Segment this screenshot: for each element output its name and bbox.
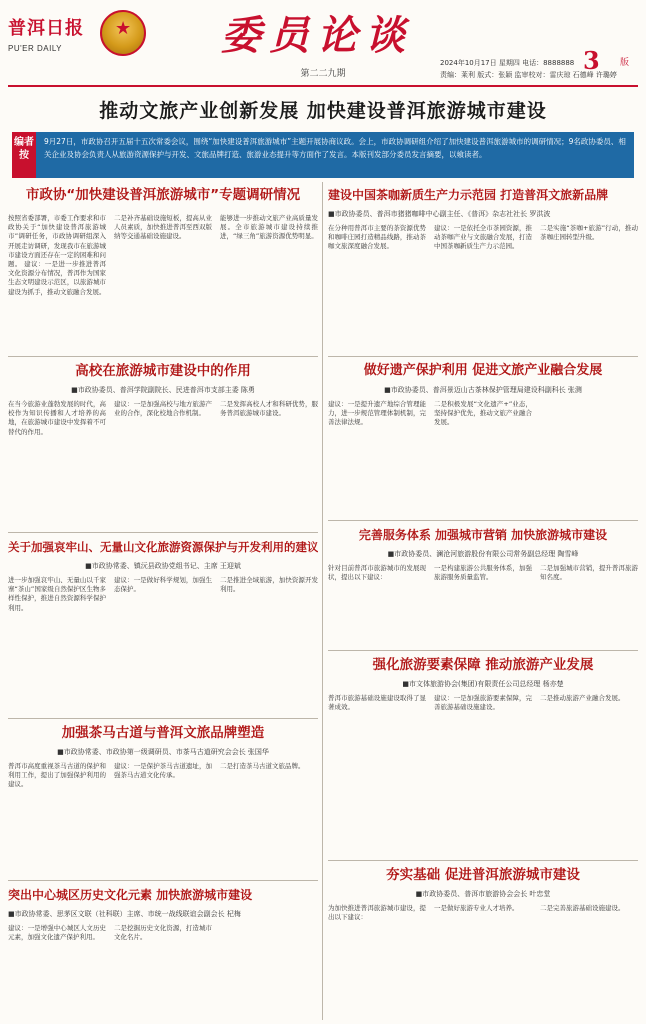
article-body-col: 建议：一是增强中心城区人文历史元素，加强文化遗产保护利用。 bbox=[8, 924, 106, 942]
article-ailao-wuliang bbox=[8, 536, 318, 716]
article-body-col: 按照省委部署，市委工作要求和市政协关于“加快建设普洱旅游城市”调研任务，市政协调研组深入开展走访调研，发现我市在旅游城市建设方面还存在一定的困难和问题。 建议：一是进一步推进普洱文化资源分布情况，普洱作为国家生态文明建设示范区，以旅游城市建设为抓手，推动文旅融合发展。 bbox=[8, 214, 106, 296]
page-label: 版 bbox=[620, 58, 630, 68]
row-divider bbox=[328, 650, 638, 651]
newspaper-logo bbox=[8, 14, 88, 74]
article-title: 做好遗产保护利用 促进文旅产业融合发展 bbox=[363, 363, 603, 378]
article-survey-report bbox=[8, 184, 318, 354]
editor-note-tag: 编者按 bbox=[12, 132, 36, 178]
article-body-col: 能够进一步推动文旅产业高质量发展。全市旅游城市建设持续推进，“绿三角”旅游资源优势明显。 bbox=[220, 214, 318, 241]
article-title: 强化旅游要素保障 推动旅游产业发展 bbox=[372, 657, 594, 673]
article-byline: ■市政协委员、普洱市旅游协会会长 叶忠堂 bbox=[415, 890, 551, 898]
article-body-col: 二是积极发展“文化遗产+”业态，坚持保护优先，推动文旅产业融合发展。 bbox=[434, 400, 532, 427]
article-body-col: 二是实施“茶咖+旅游”行动，推动茶咖庄园转型升级。 bbox=[540, 224, 638, 242]
article-byline: ■市政协常委、镇沅县政协党组书记、主席 王迎斌 bbox=[85, 562, 241, 570]
article-body-col: 建议：一是提升遗产地综合管理能力，进一步规范管理体制机制，完善法律法规。 bbox=[328, 400, 426, 427]
article-body-col: 二是发挥高校人才和科研优势，服务普洱旅游城市建设。 bbox=[220, 400, 318, 418]
article-body-col: 建议：一是依托全市茶园资源，推动茶咖产业与文旅融合发展，打造中国茶咖新质生产力示范园。 bbox=[434, 224, 532, 251]
article-title: 完善服务体系 加强城市营销 加快旅游城市建设 bbox=[358, 528, 608, 542]
article-title: 建设中国茶咖新质生产力示范园 打造普洱文旅新品牌 bbox=[328, 188, 609, 202]
article-body-col: 建议：一是保护茶马古道遗址，加强茶马古道文化传承。 bbox=[114, 762, 212, 780]
masthead-rule bbox=[8, 85, 638, 87]
article-body-col bbox=[540, 400, 638, 516]
article-downtown-history bbox=[8, 884, 318, 1020]
article-body-col: 二是推动旅游产业融合发展。 bbox=[540, 694, 625, 702]
article-tourism-elements bbox=[328, 654, 638, 858]
article-title: 夯实基础 促进普洱旅游城市建设 bbox=[386, 867, 580, 883]
masthead bbox=[0, 0, 646, 88]
article-body-col: 在分种用普洱市主要的茶资源优势和咖啡庄园打造精品线路，推动茶咖文旅深度融合发展。 bbox=[328, 224, 426, 251]
row-divider bbox=[328, 520, 638, 521]
article-title: 市政协“加快建设普洱旅游城市”专题调研情况 bbox=[25, 187, 301, 203]
article-byline: ■市政协委员、澜沧河旅游股份有限公司常务副总经理 陶雪峰 bbox=[387, 550, 579, 558]
date-line: 2024年10月17日 星期四 电话：8888888 bbox=[440, 59, 575, 67]
row-divider bbox=[328, 860, 638, 861]
article-body-col: 二是完善旅游基础设施建设。 bbox=[540, 904, 625, 912]
row-divider bbox=[8, 718, 318, 719]
article-body-col: 针对目前普洱市旅游城市的发展现状，提出以下建议： bbox=[328, 564, 426, 582]
article-body-col: 二是挖掘历史文化资源，打造城市文化名片。 bbox=[114, 924, 212, 942]
editor-note-text: 9月27日，市政协召开五届十五次常委会议，围绕“加快建设普洱旅游城市”主题开展协商议政。会上，市政协调研组介绍了加快建设普洱旅游城市的调研情况；9名政协委员、相关企业及协会负责人从旅游资源保护与开发、文旅品牌打造、旅游业态提升等方面作了发言。本版刊发部分委员发言摘要，以飨读者。 bbox=[44, 137, 626, 159]
column-title: 委员论谈 bbox=[221, 12, 413, 59]
article-service-system bbox=[328, 524, 638, 648]
article-byline: ■市政协委员、普洱市猪猪咖啡中心副主任、《普洱》杂志社社长 罗洪波 bbox=[328, 210, 551, 218]
article-body-col: 建议：一是做好科学规划，加强生态保护。 bbox=[114, 576, 212, 594]
article-body-col: 在当今旅游业蓬勃发展的时代，高校作为知识传播和人才培养的高地，在旅游城市建设中发挥着不可替代的作用。 bbox=[8, 400, 106, 436]
article-heritage bbox=[328, 360, 638, 518]
logo-english: PU'ER DAILY bbox=[8, 44, 63, 53]
row-divider bbox=[8, 356, 318, 357]
article-body-col: 建议：一是加强旅游要素保障，完善旅游基础设施建设。 bbox=[434, 694, 532, 712]
article-tea-coffee bbox=[328, 184, 638, 354]
row-divider bbox=[8, 880, 318, 881]
article-body-col: 建议：一是加强高校与地方旅游产业的合作，深化校地合作机制。 bbox=[114, 400, 212, 418]
issue-number: 第二二九期 bbox=[300, 69, 346, 79]
article-foundation bbox=[328, 864, 638, 1020]
article-body-col: 一是做好旅游专业人才培养。 bbox=[434, 904, 519, 912]
article-body-col bbox=[220, 924, 318, 1018]
article-body-col: 二是补齐基础设施短板，提高从业人员素质，加快推进普洱至西双版纳等交通基础设施建设。 bbox=[114, 214, 212, 241]
article-byline: ■市政协委员、普洱学院副院长、民进普洱市支部主委 陈勇 bbox=[71, 386, 255, 394]
page-number: 3 bbox=[583, 46, 600, 75]
page-headline: 推动文旅产业创新发展 加快建设普洱旅游城市建设 bbox=[99, 100, 547, 122]
row-divider bbox=[8, 532, 318, 533]
article-body-col: 二是打造茶马古道文旅品牌。 bbox=[220, 762, 305, 770]
column-divider bbox=[322, 182, 323, 1020]
editor-note bbox=[12, 132, 634, 178]
article-body-col: 二是加强城市营销，提升普洱旅游知名度。 bbox=[540, 564, 638, 582]
article-body-col: 普洱市高度重视茶马古道的保护和利用工作，提出了加强保护利用的建议。 bbox=[8, 762, 106, 789]
article-byline: ■市政协常委、思茅区文联（社科联）主席、市统一战线联谊会副会长 杞梅 bbox=[8, 910, 241, 918]
article-body-col: 二是推进全域旅游，加快资源开发利用。 bbox=[220, 576, 318, 594]
article-body-col: 普洱市旅游基础设施建设取得了显著成效。 bbox=[328, 694, 426, 712]
article-byline: ■市文体旅游协会(集团)有限责任公司总经理 杨亦楚 bbox=[402, 680, 564, 688]
article-title: 加强茶马古道与普洱文旅品牌塑造 bbox=[61, 725, 265, 741]
article-body-col: 一是构建旅游公共服务体系，加强旅游服务质量监管。 bbox=[434, 564, 532, 582]
article-byline: ■市政协常委、市政协第一级调研员、市茶马古道研究会会长 张国华 bbox=[57, 748, 269, 756]
cppcc-emblem-icon: ★ bbox=[100, 10, 146, 56]
article-body-col: 进一步加强哀牢山、无量山以千家寨“茶山”国家级自然保护区生物多样性保护，推进自然资源科学保护利用。 bbox=[8, 576, 106, 612]
logo-chinese: 普洱日报 bbox=[8, 18, 84, 39]
editor-line: 责编：莱利 版式：张颖 监审校对：雷庆琼 石德峰 许璐婷 bbox=[440, 71, 617, 79]
article-body-col: 为加快推进普洱旅游城市建设，提出以下建议： bbox=[328, 904, 426, 922]
article-title: 突出中心城区历史文化元素 加快旅游城市建设 bbox=[8, 888, 253, 902]
row-divider bbox=[328, 356, 638, 357]
article-title: 关于加强哀牢山、无量山文化旅游资源保护与开发利用的建议 bbox=[8, 540, 318, 554]
article-byline: ■市政协委员、普洱景迈山古茶林保护管理局建设科副科长 张测 bbox=[384, 386, 582, 394]
article-tea-horse-road bbox=[8, 722, 318, 878]
article-universities bbox=[8, 360, 318, 530]
article-title: 高校在旅游城市建设中的作用 bbox=[75, 363, 251, 379]
